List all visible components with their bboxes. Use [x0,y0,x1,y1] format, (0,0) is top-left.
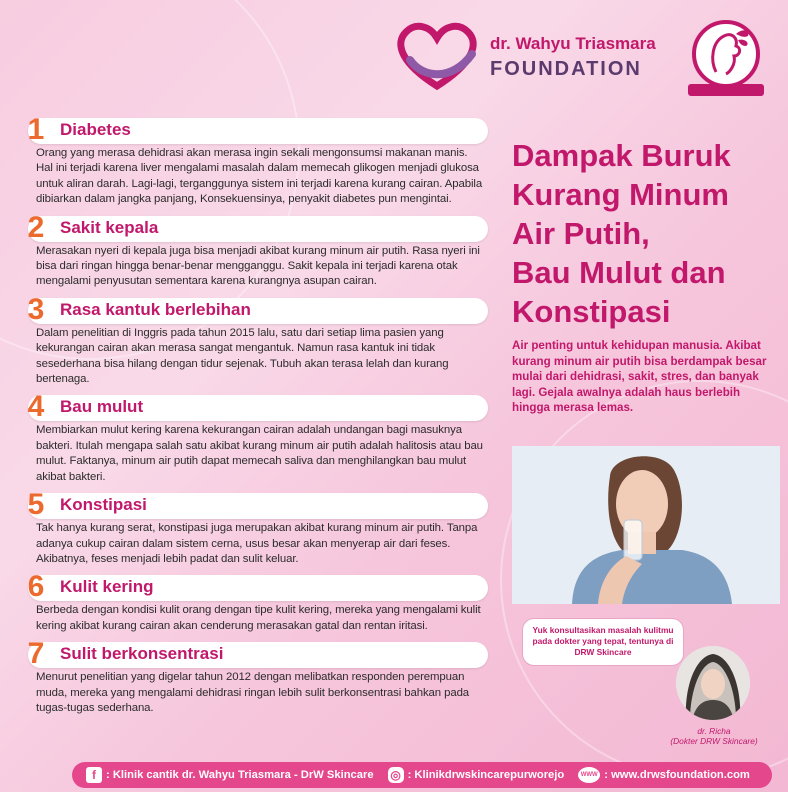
item-title: Rasa kantuk berlebihan [60,299,251,319]
item-body: Berbeda dengan kondisi kulit orang dengan tipe kulit kering, mereka yang mengalami kulit kering akibat kurang cairan akan cenderung merasakan gatal dan rentan iritasi. [36,604,481,632]
doctor-role: (Dokter DRW Skincare) [670,736,758,746]
item-number: 2 [27,210,45,244]
photo-illustration [512,446,780,604]
list-item [16,114,488,212]
effects-list [16,114,488,720]
item-body: Tak hanya kurang serat, konstipasi juga merupakan akibat kurang minum air putih. Tanpa adanya cukup cairan dalam sistem cerna, usus besar akan menyerap air dari feses. Akibatnya, feses menjadi lebih padat dan sulit keluar. [36,522,478,565]
item-body: Menurut penelitian yang digelar tahun 2012 dengan melibatkan responden perempuan muda, mereka yang mengalami dehidrasi ringan lebih sulit berkonsentrasi bahkan pada tugas-tugas sederhana. [36,671,470,714]
item-number: 4 [27,390,45,424]
foundation-wordmark [490,34,656,81]
doctor-avatar [676,646,750,720]
list-item [16,638,488,720]
item-body: Merasakan nyeri di kepala juga bisa menjadi akibat kurang minum air putih. Rasa nyeri ini bisa dari ringan hingga benar-benar mengganggu. Sakit kepala ini terjadi karena otak mengalami penyusutan sementara karena kurangnya asupan cairan. [36,244,480,288]
instagram-icon: ◎ [388,767,404,783]
web-icon: WWW [578,767,600,783]
item-number: 3 [27,292,45,326]
item-title: Kulit kering [60,577,154,597]
facebook-icon: f [86,767,102,783]
page-title [512,136,782,331]
list-item [16,391,488,489]
footer-bar [72,762,772,788]
foundation-name: dr. Wahyu Triasmara [490,34,656,53]
footer-instagram[interactable]: : Klinikdrwskincarepurworejo [407,769,565,781]
item-body: Membiarkan mulut kering karena kekurangan cairan adalah undangan bagi masuknya bakteri. Itulah mengapa salah satu akibat kurang minum air putih adalah halitosis atau bau mulut. Faktanya, minum air putih dapat memecah saliva dan menghilangkan bau mulut akibat bakteri. [36,424,483,483]
item-body: Dalam penelitian di Inggris pada tahun 2015 lalu, satu dari setiap lima pasien yang kekurangan cairan akan merasa sangat mengantuk. Namun rasa kantuk ini tidak sesederhana bisa hilang dengan tidur sejenak. Tubuh akan terasa lelah dan kurang bertenaga. [36,326,449,386]
title-line: Air Putih, [512,216,650,251]
item-title: Konstipasi [60,495,147,515]
drw-skincare-logo [680,14,772,106]
item-number: 6 [27,570,45,604]
doctor-name: dr. Richa [697,726,731,736]
title-line: Kurang Minum [512,177,729,212]
list-item [16,571,488,638]
list-item [16,212,488,294]
item-title: Diabetes [60,120,131,139]
consultation-bubble: Yuk konsultasikan masalah kulitmu pada dokter yang tepat, tentunya di DRW Skincare [522,618,684,666]
foundation-heart-logo [392,20,482,92]
footer-website[interactable]: : www.drwsfoundation.com [604,769,750,781]
footer-facebook[interactable]: : Klinik cantik dr. Wahyu Triasmara - DrW Skincare [106,769,374,781]
item-number: 7 [27,637,45,671]
item-title: Sulit berkonsentrasi [60,644,224,664]
item-number: 1 [27,113,45,146]
foundation-word: FOUNDATION [490,58,642,80]
item-number: 5 [27,488,45,522]
item-title: Sakit kepala [60,217,159,237]
list-item [16,489,488,571]
title-line: Konstipasi [512,294,671,329]
intro-text: Air penting untuk kehidupan manusia. Akibat kurang minum air putih bisa berdampak besar mulai dari dehidrasi, sakit, stres, dan banyak lagi. Gejala awalnya adalah haus berlebih hingga merasa lemas. [512,339,767,414]
item-title: Bau mulut [60,397,144,417]
title-line: Bau Mulut dan [512,255,726,290]
doctor-portrait [676,646,750,720]
list-item [16,294,488,392]
woman-drinking-water-photo [512,446,780,604]
title-line: Dampak Buruk [512,138,731,173]
doctor-caption [658,726,770,746]
item-body: Orang yang merasa dehidrasi akan merasa ingin sekali mengonsumsi makanan manis. Hal ini terjadi karena liver mengalami masalah dalam memecah glikogen menjadi glukosa untuk aliran darah. Lagi-lagi, terganggunya sistem ini terjadi karena kurang cairan. Apabila dibiarkan dalam jangka panjang, Konsekuensinya, penyakit diabetes pun mengintai. [36,147,483,206]
